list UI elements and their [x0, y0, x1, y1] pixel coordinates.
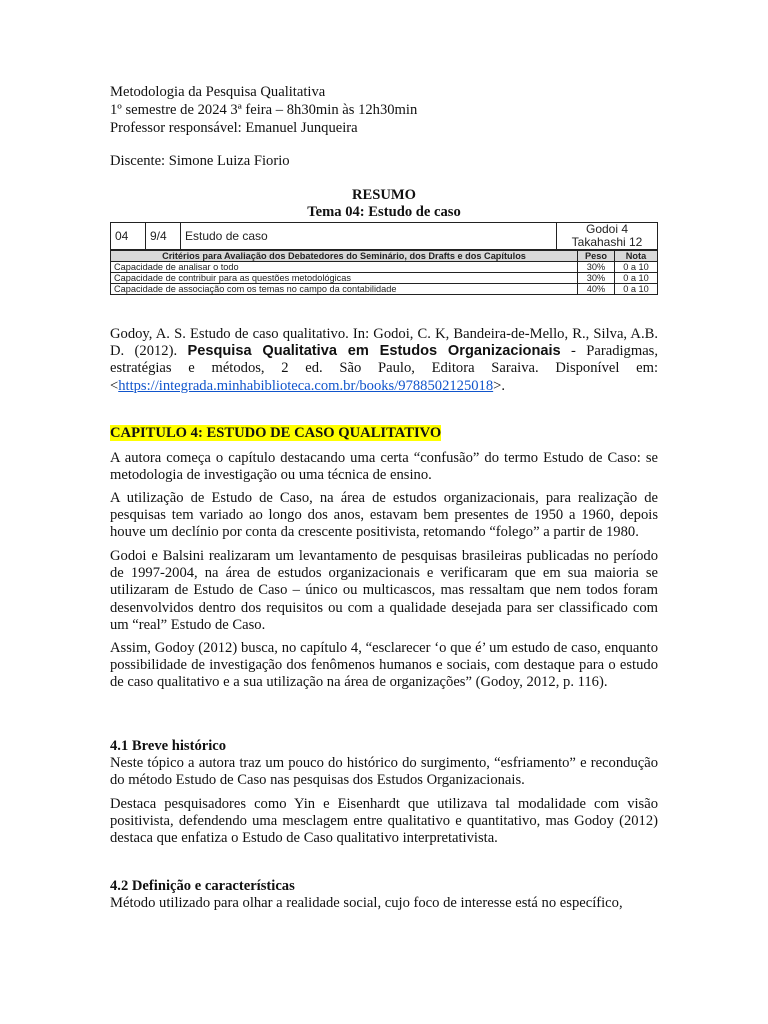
- theme-title: Tema 04: Estudo de caso: [307, 204, 461, 220]
- criteria-header-row: [111, 251, 658, 262]
- criterion-text: Capacidade de contribuir para as questões metodológicas: [111, 273, 578, 284]
- paragraph: Destaca pesquisadores como Yin e Eisenhardt que utilizava tal modalidade com visão positivista, defendendo uma mesclagem entre qualitativo e quantitativo, mas Godoy (2012) destaca que enfatiza o Estudo de Caso qualitativo interpretativista.: [110, 796, 658, 847]
- table-row: [111, 284, 658, 295]
- session-number: 04: [111, 223, 146, 250]
- session-author-2: Takahashi 12: [571, 235, 643, 249]
- criterion-text: Capacidade de associação com os temas no campo da contabilidade: [111, 284, 578, 295]
- criteria-table: [110, 250, 658, 295]
- paragraph: Godoi e Balsini realizaram um levantamento de pesquisas brasileiras publicadas no período de 1997-2004, na área de estudos organizacionais e verificaram que em sua maioria se utilizaram de Estudo de Caso – único ou multicascos, mas ressaltam que nem todos foram desenvolvidos dentro dos requisitos ou com a qualidade desejada para ser classificado com um “real” Estudo de Caso.: [110, 548, 658, 633]
- session-author-1: Godoi 4: [585, 222, 629, 236]
- criterion-weight: 30%: [578, 262, 615, 273]
- reference-authors: Godoy, A. S. Estudo de caso qualitativo. In: Godoi, C. K, Bandeira-de-Mello, R., Silva, A.B. D. (2012).: [110, 326, 658, 360]
- criterion-weight: 30%: [578, 273, 615, 284]
- bibliographic-reference: [110, 326, 658, 395]
- course-name: Metodologia da Pesquisa Qualitativa: [110, 84, 326, 100]
- session-date: 9/4: [146, 223, 181, 250]
- professor-line: Professor responsável: Emanuel Junqueira: [110, 120, 358, 136]
- paragraph: Neste tópico a autora traz um pouco do histórico do surgimento, “esfriamento” e recondução do método Estudo de Caso nas pesquisas dos Estudos Organizacionais.: [110, 755, 658, 789]
- grade-header: Nota: [615, 251, 658, 262]
- reference-closing: >.: [493, 377, 506, 394]
- paragraph: Método utilizado para olhar a realidade social, cujo foco de interesse está no específico,: [110, 895, 623, 911]
- reference-link[interactable]: https://integrada.minhabiblioteca.com.br/books/9788502125018: [118, 377, 494, 394]
- session-topic: Estudo de caso: [181, 223, 557, 250]
- weight-header: Peso: [578, 251, 615, 262]
- student-line: Discente: Simone Luiza Fiorio: [110, 153, 290, 169]
- session-table: [110, 222, 658, 250]
- table-row: [111, 273, 658, 284]
- chapter-heading-text: CAPITULO 4: ESTUDO DE CASO QUALITATIVO: [110, 425, 442, 441]
- table-row: [111, 262, 658, 273]
- summary-title: RESUMO: [351, 187, 417, 203]
- section-heading-4-1: 4.1 Breve histórico: [110, 738, 227, 754]
- section-heading-4-2: 4.2 Definição e características: [110, 878, 295, 894]
- course-schedule: 1º semestre de 2024 3ª feira – 8h30min às 12h30min: [110, 102, 418, 118]
- criterion-grade: 0 a 10: [615, 262, 658, 273]
- criterion-text: Capacidade de analisar o todo: [111, 262, 578, 273]
- paragraph: Assim, Godoy (2012) busca, no capítulo 4, “esclarecer ‘o que é’ um estudo de caso, enquanto possibilidade de investigação dos fenômenos humanos e sociais, com destaque para o estudo de caso qualitativo e a sua utilização na área de organizações” (Godoy, 2012, p. 116).: [110, 640, 658, 691]
- criterion-grade: 0 a 10: [615, 284, 658, 295]
- session-authors: [557, 223, 658, 250]
- chapter-heading: [110, 425, 441, 442]
- session-criteria-table: [110, 222, 658, 302]
- paragraph: A autora começa o capítulo destacando uma certa “confusão” do termo Estudo de Caso: se metodologia de investigação ou uma técnica de ensino.: [110, 450, 658, 484]
- reference-details: - Paradigmas, estratégias e métodos, 2 ed. São Paulo, Editora Saraiva. Disponível em: <: [110, 343, 658, 394]
- criteria-header: Critérios para Avaliação dos Debatedores do Seminário, dos Drafts e dos Capítulos: [111, 251, 578, 262]
- reference-book-title: Pesquisa Qualitativa em Estudos Organizacionais: [187, 343, 561, 360]
- criterion-grade: 0 a 10: [615, 273, 658, 284]
- paragraph: A utilização de Estudo de Caso, na área de estudos organizacionais, para realização de pesquisas tem variado ao longo dos anos, estavam bem presentes de 1950 a 1960, depois houve um declínio por conta da crescente positivista, retomando “folego” a partir de 1980.: [110, 490, 658, 541]
- criterion-weight: 40%: [578, 284, 615, 295]
